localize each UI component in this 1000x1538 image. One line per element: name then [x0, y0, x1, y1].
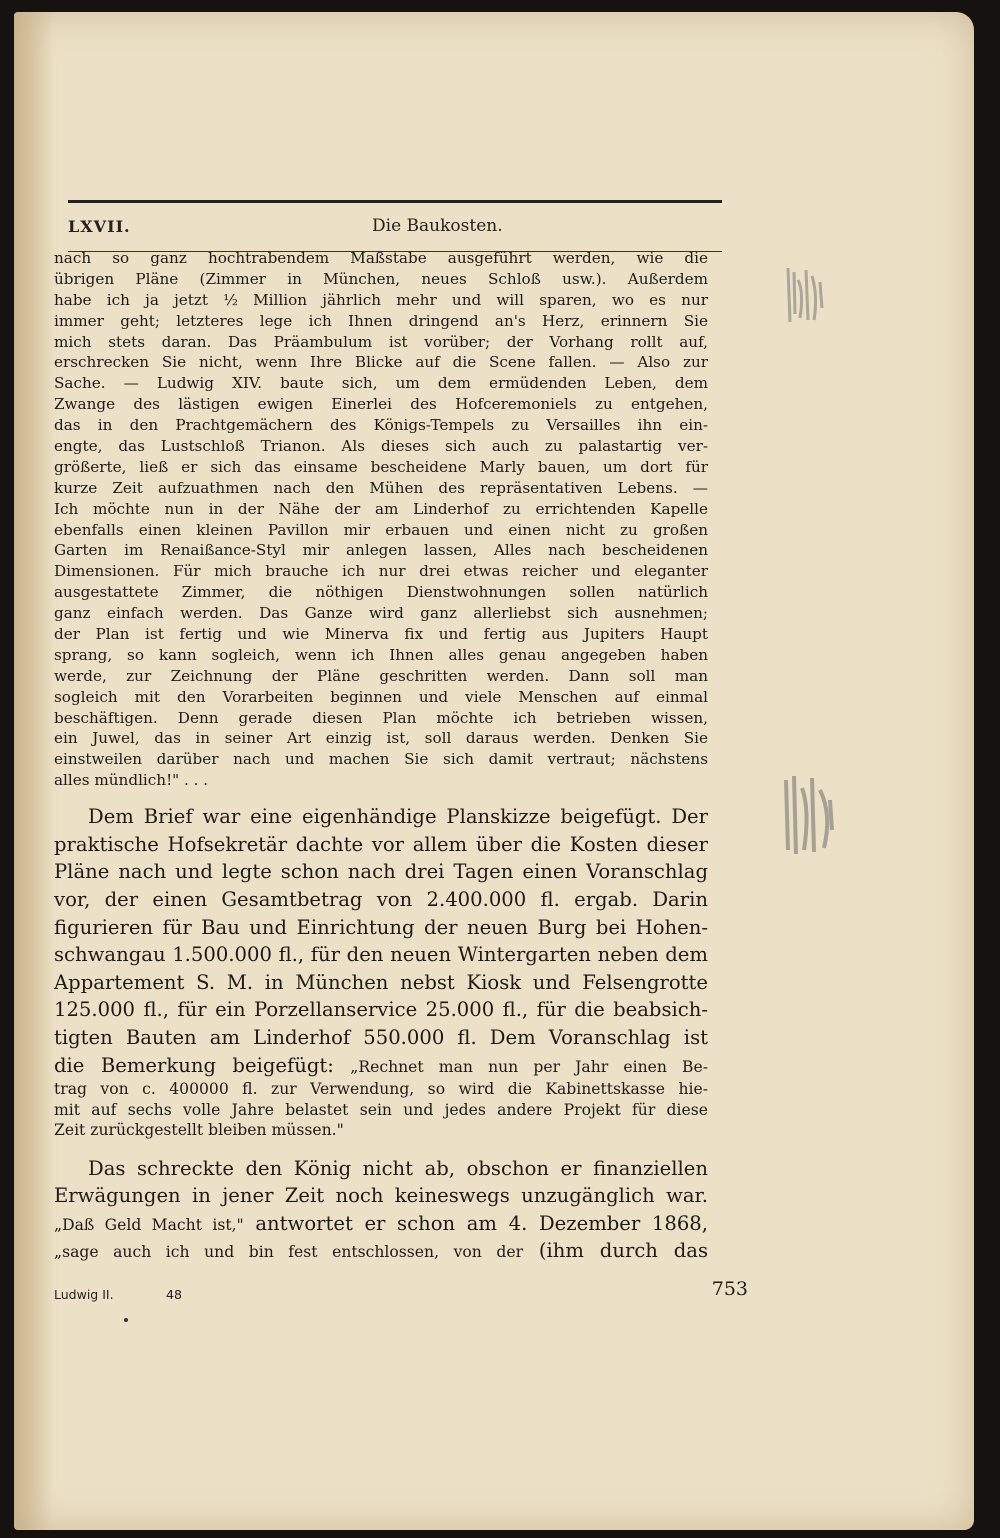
- text-line: Dem Brief war eine eigenhändige Planskizze beigefügt. Der: [88, 805, 708, 829]
- letter-excerpt: [54, 248, 708, 791]
- text-line: mit auf sechs volle Jahre belastet sein und jedes andere Projekt für diese: [54, 1100, 708, 1119]
- page-number: 753: [711, 1278, 748, 1300]
- text-line: trag von c. 400000 fl. zur Verwendung, so wird die Kabinettskasse hie-: [54, 1080, 708, 1099]
- text-line: ein Juwel, das in seiner Art einzig ist, soll daraus werden. Denken Sie: [54, 729, 708, 748]
- text-line: engte, das Lustschloß Trianon. Als dieses sich auch zu palastartig ver-: [54, 437, 708, 456]
- page-gutter-shadow: [14, 12, 54, 1530]
- ink-speck: [124, 1318, 128, 1322]
- text-line: habe ich ja jetzt ½ Million jährlich mehr und will sparen, wo es nur: [54, 290, 708, 309]
- text-line: übrigen Pläne (Zimmer in München, neues Schloß usw.). Außerdem: [54, 269, 708, 288]
- text-line: einstweilen darüber nach und machen Sie sich damit vertraut; nächstens: [54, 750, 708, 769]
- text-line: Appartement S. M. in München nebst Kiosk und Felsengrotte: [54, 970, 708, 994]
- text-line: nach so ganz hochtrabendem Maßstabe ausgeführt werden, wie die: [54, 249, 708, 267]
- text-line: Ich möchte nun in der Nähe der am Linderhof zu errichtenden Kapelle: [54, 499, 708, 518]
- main-text: [54, 248, 708, 1265]
- text-line: Zeit zurückgestellt bleiben müssen.": [54, 1121, 344, 1140]
- signature-number: 48: [166, 1287, 182, 1302]
- text-line: ausgestattete Zimmer, die nöthigen Dienstwohnungen sollen natürlich: [54, 583, 708, 602]
- text-line: mich stets daran. Das Präambulum ist vorüber; der Vorhang rollt auf,: [54, 332, 708, 351]
- signature-mark: Ludwig II.: [54, 1287, 114, 1302]
- text-line: größerte, ließ er sich das einsame bescheidene Marly bauen, um dort für: [54, 457, 708, 476]
- text-line: immer geht; letzteres lege ich Ihnen dringend an's Herz, erinnern Sie: [54, 311, 708, 330]
- text-line: sogleich mit den Vorarbeiten beginnen und viele Menschen auf einmal: [54, 687, 708, 706]
- text-line: vor, der einen Gesamtbetrag von 2.400.000 fl. ergab. Darin: [54, 887, 708, 911]
- text-line: sprang, so kann sogleich, wenn ich Ihnen alles genau angegeben haben: [54, 645, 708, 664]
- text-line: figurieren für Bau und Einrichtung der neuen Burg bei Hohen-: [54, 915, 708, 939]
- running-header: [68, 200, 722, 252]
- paragraph-brief: [54, 803, 708, 1140]
- text-line: schwangau 1.500.000 fl., für den neuen Wintergarten neben dem: [54, 943, 708, 967]
- text-line-mixed: „sage auch ich und bin fest entschlossen, von der (ihm durch das: [54, 1239, 709, 1263]
- text-line-mixed: die Bemerkung beigefügt: „Rechnet man nun per Jahr einen Be-: [54, 1053, 708, 1077]
- text-line: der Plan ist fertig und wie Minerva fix und fertig aus Jupiters Haupt: [54, 625, 708, 644]
- text-line: praktische Hofsekretär dachte vor allem über die Kosten dieser: [54, 832, 708, 856]
- text-line: werde, zur Zeichnung der Pläne geschritten werden. Dann soll man: [54, 666, 708, 685]
- text-line: ebenfalls einen kleinen Pavillon mir erbauen und einen nicht zu großen: [54, 520, 708, 539]
- paragraph-koenig: [54, 1155, 708, 1265]
- running-title: Die Baukosten.: [372, 216, 503, 236]
- text-line: Zwange des lästigen ewigen Einerlei des Hofceremoniels zu entgehen,: [54, 395, 708, 414]
- text-line: beschäftigen. Denn gerade diesen Plan möchte ich betrieben wissen,: [54, 708, 708, 727]
- text-line: Dimensionen. Für mich brauche ich nur drei etwas reicher und eleganter: [54, 562, 708, 581]
- text-line-mixed: „Daß Geld Macht ist," antwortet er schon am 4. Dezember 1868,: [54, 1211, 708, 1235]
- text-line: Pläne nach und legte schon nach drei Tagen einen Voranschlag: [54, 860, 708, 884]
- pencil-annotation-lower: [780, 770, 840, 860]
- pencil-annotation-upper: [780, 262, 830, 332]
- text-line: tigten Bauten am Linderhof 550.000 fl. Dem Voranschlag ist: [54, 1025, 708, 1049]
- text-line: alles mündlich!" . . .: [54, 771, 209, 790]
- text-line: ganz einfach werden. Das Ganze wird ganz allerliebst sich ausnehmen;: [54, 604, 708, 623]
- text-line: Sache. — Ludwig XIV. baute sich, um dem ermüdenden Leben, dem: [54, 374, 708, 393]
- text-line: Das schreckte den König nicht ab, obschon er finanziellen: [88, 1156, 708, 1180]
- text-line: erschrecken Sie nicht, wenn Ihre Blicke auf die Scene fallen. — Also zur: [54, 353, 708, 372]
- text-line: 125.000 fl., für ein Porzellanservice 25.000 fl., für die beabsich-: [54, 998, 708, 1022]
- text-line: Erwägungen in jener Zeit noch keineswegs unzugänglich war.: [54, 1184, 708, 1208]
- text-line: Garten im Renaißance-Styl mir anlegen lassen, Alles nach bescheidenen: [54, 541, 708, 560]
- text-line: das in den Prachtgemächern des Königs-Tempels zu Versailles ihn ein-: [54, 416, 708, 435]
- chapter-number: LXVII.: [68, 217, 131, 236]
- text-line: kurze Zeit aufzuathmen nach den Mühen des repräsentativen Lebens. —: [54, 478, 708, 497]
